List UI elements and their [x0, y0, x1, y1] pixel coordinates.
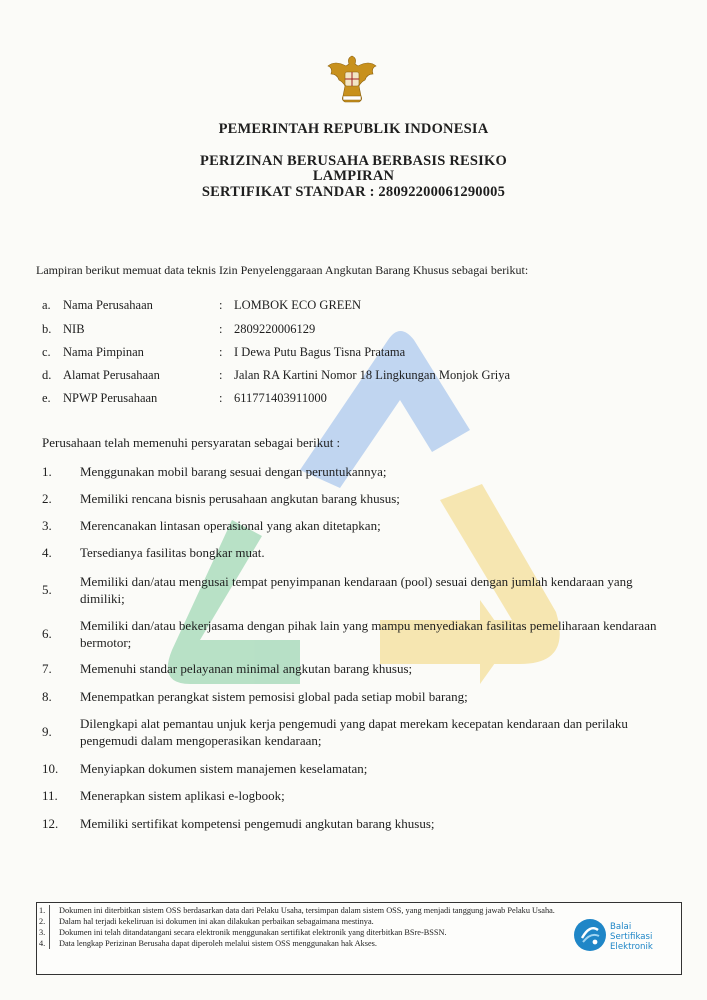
requirement-text: Memiliki dan/atau mengusai tempat penyimpanan kendaraan (pool) sesuai dengan jumlah kendaraan yang dimiliki;: [80, 574, 633, 606]
footer-note-text: Dokumen ini diterbitkan sistem OSS berdasarkan data dari Pelaku Usaha, tersimpan dalam sistem OSS, yang menjadi tanggung jawab Pelaku Usaha.: [59, 906, 555, 915]
bsre-line: Elektronik: [610, 942, 653, 952]
footer-note-number: 4.: [39, 938, 50, 949]
footer-note-text: Dalam hal terjadi kekeliruan isi dokumen ini akan dilakukan perbaikan sebagaimana mestinya.: [59, 917, 374, 926]
footer-notes: [37, 905, 572, 949]
requirement-number: 8.: [42, 689, 52, 704]
requirement-number: 2.: [42, 491, 52, 506]
field-label: Alamat Perusahaan: [63, 368, 160, 382]
header-government: PEMERINTAH REPUBLIK INDONESIA: [218, 121, 489, 137]
field-colon: :: [219, 368, 223, 382]
field-letter: a.: [42, 298, 51, 312]
bsre-logo-icon: [573, 918, 607, 952]
bsre-wordmark: [610, 922, 653, 952]
footer-note-text: Dokumen ini telah ditandatangani secara elektronik menggunakan sertifikat elektronik yang diterbitkan BSre-BSSN.: [59, 928, 447, 937]
requirement-text: Merencanakan lintasan operasional yang akan ditetapkan;: [80, 518, 381, 533]
header-attachment: LAMPIRAN: [312, 168, 395, 184]
footer-note: [37, 938, 572, 949]
header-permit-type: PERIZINAN BERUSAHA BERBASIS RESIKO: [200, 153, 507, 169]
field-label: NPWP Perusahaan: [63, 391, 158, 405]
field-colon: :: [219, 391, 223, 405]
requirement-text: Memenuhi standar pelayanan minimal angkutan barang khusus;: [80, 661, 413, 676]
requirement-number: 4.: [42, 545, 52, 560]
footer-note: [37, 927, 572, 938]
requirement-text: Memiliki dan/atau bekerjasama dengan pihak lain yang mampu menyediakan fasilitas pemeliharaan kendaraan bermotor;: [80, 618, 657, 650]
bsre-line: Balai: [610, 922, 632, 932]
requirement-number: 10.: [42, 761, 59, 776]
field-letter: d.: [42, 368, 52, 382]
field-letter: c.: [42, 345, 51, 359]
field-value: LOMBOK ECO GREEN: [234, 298, 362, 312]
requirement-text: Memiliki rencana bisnis perusahaan angkutan barang khusus;: [80, 491, 400, 506]
field-value: 611771403911000: [234, 391, 327, 405]
footer-note-number: 2.: [39, 916, 50, 927]
requirements-intro: Perusahaan telah memenuhi persyaratan sebagai berikut :: [42, 435, 341, 450]
requirement-text: Menggunakan mobil barang sesuai dengan peruntukannya;: [80, 464, 387, 479]
requirement-number: 6.: [42, 626, 52, 641]
footer-disclaimer-box: [36, 902, 682, 975]
field-letter: e.: [42, 391, 51, 405]
footer-note-text: Data lengkap Perizinan Berusaha dapat diperoleh melalui sistem OSS menggunakan hak Akses.: [59, 939, 377, 948]
intro-text: Lampiran berikut memuat data teknis Izin Penyelenggaraan Angkutan Barang Khusus sebagai berikut:: [36, 263, 529, 277]
field-label: Nama Perusahaan: [63, 298, 153, 312]
footer-note-number: 3.: [39, 927, 50, 938]
requirement-number: 5.: [42, 582, 52, 597]
requirement-text: Menerapkan sistem aplikasi e-logbook;: [80, 788, 285, 803]
field-colon: :: [219, 345, 223, 359]
requirement-number: 12.: [42, 816, 59, 831]
field-label: NIB: [63, 322, 85, 336]
field-value: 2809220006129: [234, 322, 316, 336]
requirement-text: Menempatkan perangkat sistem pemosisi global pada setiap mobil barang;: [80, 689, 468, 704]
requirement-number: 9.: [42, 724, 52, 739]
bsre-line: Sertifikasi: [610, 932, 653, 942]
requirement-text: Tersedianya fasilitas bongkar muat.: [80, 545, 265, 560]
field-label: Nama Pimpinan: [63, 345, 144, 359]
field-value: Jalan RA Kartini Nomor 18 Lingkungan Monjok Griya: [234, 368, 511, 382]
garuda-pancasila-emblem-icon: [325, 52, 379, 106]
field-value: I Dewa Putu Bagus Tisna Pratama: [234, 345, 406, 359]
field-colon: :: [219, 322, 223, 336]
requirement-text: Dilengkapi alat pemantau unjuk kerja pengemudi yang dapat merekam kecepatan kendaraan dan perilaku pengemudi dalam mengoperasikan kendaraan;: [80, 716, 628, 748]
field-colon: :: [219, 298, 223, 312]
header-certificate-number: SERTIFIKAT STANDAR : 28092200061290005: [201, 184, 506, 200]
footer-note: [37, 916, 572, 927]
footer-note: [37, 905, 572, 916]
footer-note-number: 1.: [39, 905, 50, 916]
requirement-number: 1.: [42, 464, 52, 479]
requirement-text: Memiliki sertifikat kompetensi pengemudi angkutan barang khusus;: [80, 816, 435, 831]
requirement-number: 11.: [42, 788, 58, 803]
requirement-text: Menyiapkan dokumen sistem manajemen keselamatan;: [80, 761, 368, 776]
requirement-number: 3.: [42, 518, 52, 533]
requirement-number: 7.: [42, 661, 52, 676]
field-letter: b.: [42, 322, 52, 336]
